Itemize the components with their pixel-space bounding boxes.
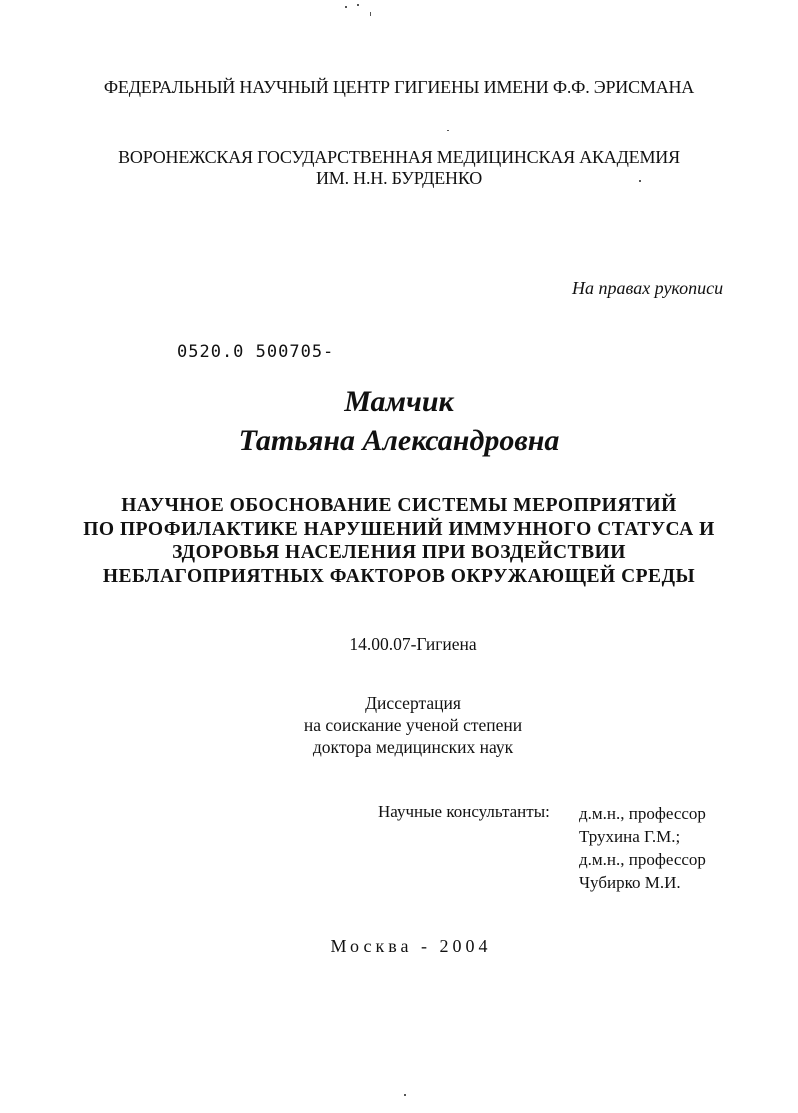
consultant-line: д.м.н., профессор bbox=[579, 804, 706, 823]
consultant-line: Трухина Г.М.; bbox=[579, 827, 681, 846]
thesis-title-line: ЗДОРОВЬЯ НАСЕЛЕНИЯ ПРИ ВОЗДЕЙСТВИИ bbox=[172, 542, 626, 563]
degree-line: Диссертация bbox=[365, 693, 461, 713]
author-surname: Мамчик bbox=[344, 385, 454, 418]
federal-center-name: ФЕДЕРАЛЬНЫЙ НАУЧНЫЙ ЦЕНТР ГИГИЕНЫ ИМЕНИ Ф.Ф. ЭРИСМАНА bbox=[103, 77, 695, 97]
consultant-line: Чубирко М.И. bbox=[579, 873, 681, 892]
city-and-year: Москва - 2004 bbox=[330, 936, 492, 956]
consultants-label: Научные консультанты: bbox=[378, 802, 550, 821]
thesis-title-line: ПО ПРОФИЛАКТИКЕ НАРУШЕНИЙ ИММУННОГО СТАТУСА И bbox=[83, 519, 715, 540]
scan-speck bbox=[447, 130, 449, 131]
scan-speck bbox=[404, 1094, 406, 1096]
consultants-list bbox=[579, 802, 706, 894]
scan-speck bbox=[345, 6, 347, 8]
academy-name-line-1: ВОРОНЕЖСКАЯ ГОСУДАРСТВЕННАЯ МЕДИЦИНСКАЯ АКАДЕМИЯ bbox=[118, 147, 680, 167]
manuscript-note: На правах рукописи bbox=[572, 278, 724, 298]
specialty-code: 14.00.07-Гигиена bbox=[349, 634, 477, 654]
scan-speck bbox=[357, 4, 359, 6]
degree-line: доктора медицинских наук bbox=[312, 737, 514, 757]
academy-name-line-2: ИМ. Н.Н. БУРДЕНКО bbox=[315, 168, 483, 188]
thesis-title-line: НЕБЛАГОПРИЯТНЫХ ФАКТОРОВ ОКРУЖАЮЩЕЙ СРЕДЫ bbox=[102, 566, 696, 587]
thesis-title-line: НАУЧНОЕ ОБОСНОВАНИЕ СИСТЕМЫ МЕРОПРИЯТИЙ bbox=[121, 495, 677, 516]
degree-line: на соискание ученой степени bbox=[303, 715, 523, 735]
consultant-line: д.м.н., профессор bbox=[579, 850, 706, 869]
author-given-names: Татьяна Александровна bbox=[238, 424, 560, 457]
catalog-code: 0520.0 500705- bbox=[177, 342, 335, 362]
scan-speck bbox=[370, 12, 371, 16]
